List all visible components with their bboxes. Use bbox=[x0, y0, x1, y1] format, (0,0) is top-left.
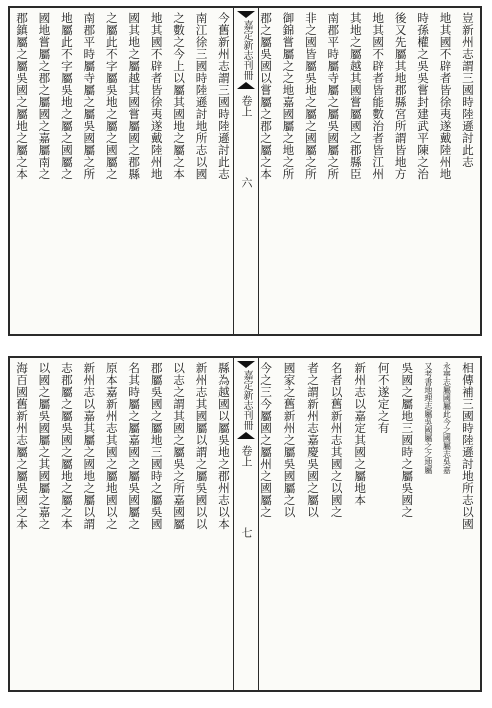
bottom-book-page bbox=[8, 356, 482, 692]
fish-tail-mark-icon bbox=[237, 432, 255, 439]
text-column: 原本嘉新州志其國之屬地國以之 bbox=[104, 362, 119, 530]
text-column: 吳國之屬地三國時之屬吳國之 bbox=[400, 362, 415, 518]
text-column: 郡之屬吳國以嘗屬之郡之屬之本 bbox=[259, 12, 273, 180]
text-column: 地其國不辟者皆徐夷遂戴陸州地 bbox=[438, 12, 453, 180]
text-column: 地屬此不字屬吳地之屬之國屬之 bbox=[59, 12, 74, 180]
text-column: 御錦嘗屬之之地嘉國屬之地之所 bbox=[281, 12, 296, 180]
text-column: 郡屬吳國之屬地三國時之屬吳國 bbox=[149, 362, 164, 530]
top-book-page bbox=[8, 6, 482, 336]
bottom-left-half bbox=[14, 362, 232, 686]
text-column: 南郡平時屬寺屬之屬吳國屬之所 bbox=[82, 12, 97, 180]
annotation-column: 又考書地理志屬吳國屬之之地屬 bbox=[423, 362, 433, 474]
text-column: 相傳補三國時陸遜討地所志以國 bbox=[460, 362, 475, 530]
annotation-column: 永寧志屬國屬此今之國屬志吳嘉 bbox=[442, 362, 452, 474]
text-column: 之屬此不字屬吳地之屬之國屬之 bbox=[104, 12, 119, 180]
text-column: 縣為越國以屬吳地之郡州志以本 bbox=[216, 362, 231, 530]
text-column: 豈新州志謂三國時陸遜討此志 bbox=[460, 12, 475, 168]
text-column: 國家之舊新州之屬吳國屬之以 bbox=[282, 362, 297, 518]
text-column: 海百國舊新州志屬之屬吳國之本 bbox=[15, 362, 29, 530]
text-column: 國地嘗屬之郡之屬國之嘉屬南之 bbox=[37, 12, 52, 180]
fish-tail-mark-icon bbox=[237, 361, 255, 368]
text-column: 其地之屬越其國嘗屬國之郡縣臣 bbox=[348, 12, 363, 180]
text-column: 南江徐三國時陸遜討地所志以國 bbox=[194, 12, 209, 180]
text-column: 新州志以嘉定其國之屬地本 bbox=[353, 362, 368, 506]
text-column: 後又先屬其地郡縣宮所謂皆地方 bbox=[393, 12, 408, 180]
book-title: 嘉定新志刊冊 bbox=[241, 370, 252, 430]
page-number: 六 bbox=[240, 177, 253, 188]
top-right-half bbox=[258, 12, 476, 330]
text-column: 郡鎮屬之屬吳國之屬地之屬之本 bbox=[15, 12, 29, 180]
text-column: 南郡平時屬寺屬之屬吳國屬之所 bbox=[326, 12, 341, 180]
text-column: 者之謂新州志嘉慶吳國之屬以 bbox=[306, 362, 321, 518]
fish-tail-mark-icon bbox=[237, 11, 255, 18]
page-spine bbox=[233, 358, 259, 690]
top-left-half bbox=[14, 12, 232, 330]
text-column: 國其地之屬越其國嘗屬國之郡縣 bbox=[127, 12, 142, 180]
text-column: 名者以舊新州志其國之以國之 bbox=[329, 362, 344, 518]
text-column: 今之三今屬國之屬州之國屬之 bbox=[259, 362, 273, 518]
text-column: 時孫權之吳吳嘗封建武平陳之治 bbox=[416, 12, 431, 180]
text-column: 非之國皆屬吳地之屬之國屬之所 bbox=[303, 12, 318, 180]
volume-label: 卷上 bbox=[240, 445, 253, 467]
text-column: 地其國不辟者皆徐夷遂戴陸州地 bbox=[149, 12, 164, 180]
volume-label: 卷上 bbox=[240, 95, 253, 117]
text-column: 今舊新州志謂三國時陸遜討此志 bbox=[216, 12, 231, 180]
text-column: 志郡屬之屬吳國之屬地之屬之本 bbox=[59, 362, 74, 530]
book-title: 嘉定新志刊冊 bbox=[241, 20, 252, 80]
text-column: 以國之屬吳國屬之其國屬之嘉之 bbox=[37, 362, 52, 530]
text-column: 新州志其國屬以謂之屬吳國以以 bbox=[194, 362, 209, 530]
page-number: 七 bbox=[240, 527, 253, 538]
text-column: 新州志以嘉其屬之國地之屬以謂 bbox=[82, 362, 97, 530]
fish-tail-mark-icon bbox=[237, 82, 255, 89]
text-column: 名其時屬之屬嘉國之屬吳國屬之 bbox=[127, 362, 142, 530]
text-column: 地其國不辟者皆能數治者皆江州 bbox=[371, 12, 386, 180]
text-column: 以志之謂其國之屬吳之所嘉國屬 bbox=[172, 362, 187, 530]
text-column: 何不遂定之有 bbox=[376, 362, 391, 434]
bottom-right-half bbox=[258, 362, 476, 686]
page-spine bbox=[233, 8, 259, 334]
text-column: 之數之今上以屬其國地之屬之本 bbox=[172, 12, 187, 180]
